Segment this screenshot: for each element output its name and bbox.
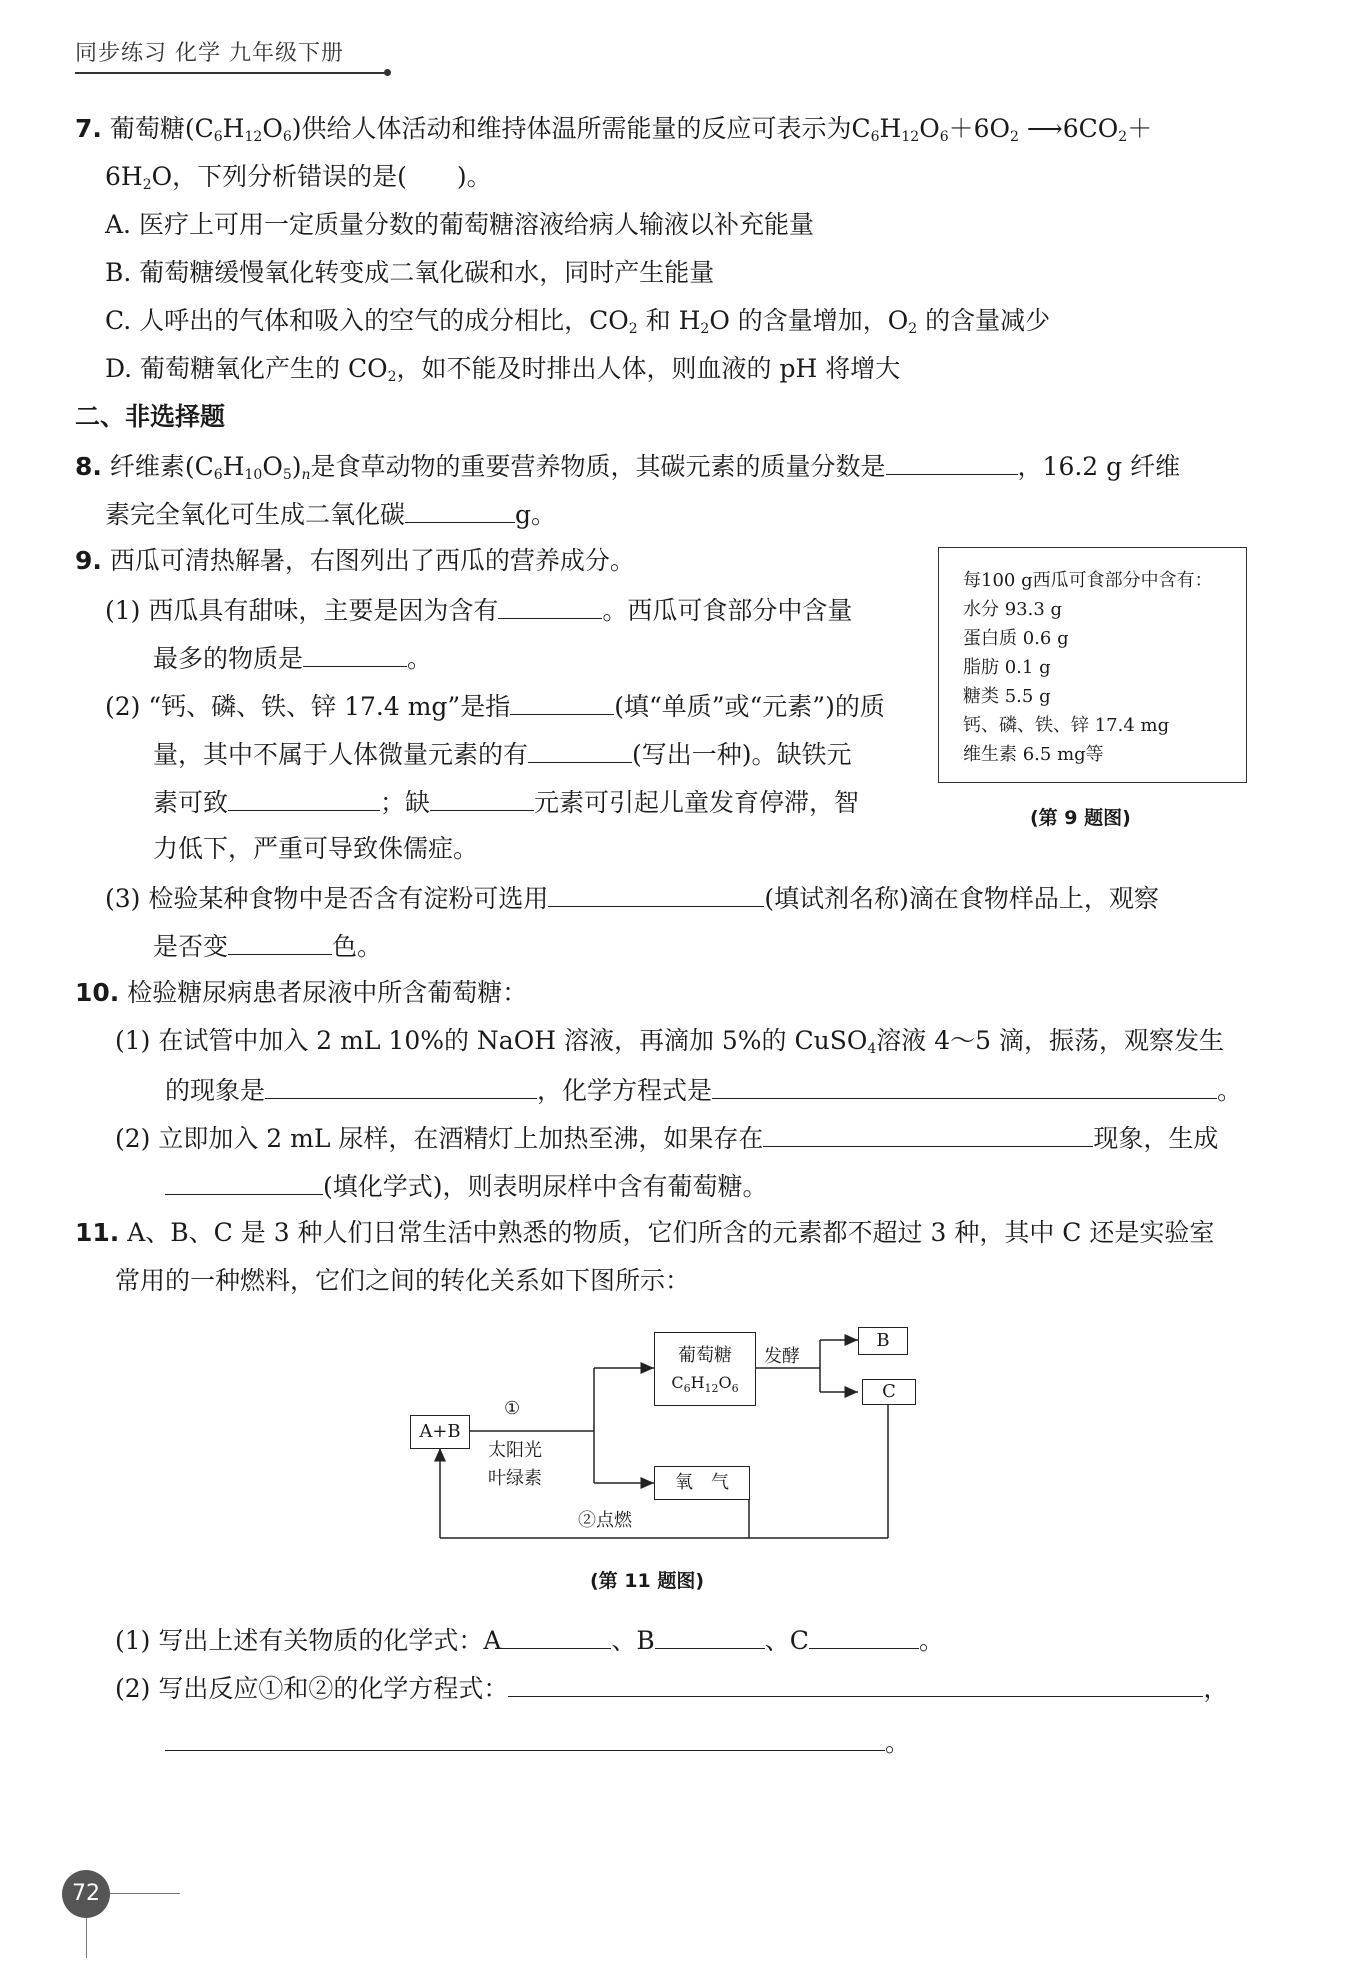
q10-intro [75,976,527,1010]
q10-part2-line1 [115,1120,1218,1156]
q7-option-a: A. 医疗上可用一定质量分数的葡萄糖溶液给病人输液以补充能量 [105,210,814,239]
q8-line2 [105,496,556,532]
subscript: 12 [704,1382,719,1395]
subscript: 6 [213,129,223,145]
text: )供给人体活动和维持体温所需能量的反应可表示为C [291,114,871,143]
q11-line2: 常用的一种燃料，它们之间的转化关系如下图所示： [115,1266,691,1295]
text: 。 [407,644,433,673]
subscript: 6 [282,129,292,145]
nutrition-title: 每100 g西瓜可食部分中含有： [963,570,1213,591]
q9-number: 9. [75,546,102,575]
answer-blank[interactable] [303,640,407,667]
answer-blank[interactable] [886,448,1018,475]
q10-number: 10. [75,978,120,1007]
step-1-label: ① [504,1398,521,1419]
nutrition-row: 维生素 6.5 mg等 [963,744,1104,765]
subscript: n [301,467,311,483]
answer-blank[interactable] [430,784,534,811]
q8-line1 [75,448,1180,492]
nutrition-info-box [938,547,1247,783]
text: 素完全氧化可生成二氧化碳 [105,500,406,529]
node-c: C [862,1379,916,1405]
sunlight-label: 太阳光 [488,1440,542,1461]
subscript: 4 [867,1041,877,1057]
text: (写出一种)。缺铁元 [632,740,852,769]
text: H [222,452,245,481]
text: O 的含量增加，O [709,306,909,335]
answer-blank[interactable] [498,592,602,619]
subscript: 6 [731,1382,739,1395]
node-b: B [858,1327,908,1355]
header-rule-dot [384,69,391,76]
text: 、C [764,1626,809,1655]
nutrition-row: 糖类 5.5 g [963,686,1051,707]
subscript: 2 [1118,129,1128,145]
q9-part1-line2 [153,640,432,676]
subscript: 2 [628,321,638,337]
q9-part3-line2 [153,928,382,964]
answer-blank[interactable] [228,784,380,811]
text: 最多的物质是 [153,644,304,673]
text: (1) 西瓜具有甜味，主要是因为含有 [105,596,499,625]
text: C. 人呼出的气体和吸入的空气的成分相比，CO [105,306,629,335]
q10-part1-line1 [115,1024,1224,1066]
nutrition-row: 钙、磷、铁、锌 17.4 mg [963,715,1170,736]
page-number: 72 [62,1870,110,1918]
q9-part1-line1 [105,592,852,628]
figure-caption-9: (第 9 题图) [1030,807,1131,829]
text: A、B、C 是 3 种人们日常生活中熟悉的物质，它们所含的元素都不超过 3 种，其中 C 还是实验室 [127,1218,1215,1247]
text: 溶液 4～5 滴，振荡，观察发生 [876,1026,1224,1055]
subscript: 10 [244,467,263,483]
answer-blank[interactable] [405,496,515,523]
text: ＋6O [948,114,1011,143]
text: g。 [515,500,557,529]
answer-blank[interactable] [501,1622,611,1649]
nutrition-row: 脂肪 0.1 g [963,657,1051,678]
answer-blank[interactable] [809,1622,919,1649]
page-number-rule [110,1893,180,1894]
text: H [690,1373,705,1392]
subscript: 2 [700,321,710,337]
text: (填“单质”或“元素”)的质 [614,692,885,721]
text: 葡萄糖(C [109,114,214,143]
subscript: 12 [901,129,920,145]
figure-caption-11: (第 11 题图) [590,1570,705,1592]
q8-number: 8. [75,452,102,481]
subscript: 6 [870,129,880,145]
text: O [718,1373,732,1392]
q11-number: 11. [75,1218,120,1247]
text: (2) 立即加入 2 mL 尿样，在酒精灯上加热至沸，如果存在 [115,1124,764,1153]
text: 。 [885,1728,911,1757]
text: 6H [105,162,143,191]
glucose-formula [655,1373,755,1395]
q7-line1 [75,112,1152,154]
text: ，如不能及时排出人体，则血液的 pH 将增大 [396,354,901,383]
q9-part2-line1 [105,688,885,724]
answer-blank[interactable] [548,880,764,907]
q11-part2-line1 [115,1670,1228,1706]
text: ，化学方程式是 [537,1076,713,1105]
answer-blank[interactable] [510,688,614,715]
text: 。西瓜可食部分中含量 [602,596,853,625]
text: ，16.2 g 纤维 [1017,452,1181,481]
q9-intro [75,544,635,578]
q7-line2 [105,160,492,202]
text: 、B [611,1626,655,1655]
text: 是否变 [153,932,229,961]
answer-blank[interactable] [712,1072,1217,1099]
section-heading: 二、非选择题 [75,402,226,431]
text: (2) 写出反应①和②的化学方程式： [115,1674,509,1703]
step-2-label: ②点燃 [578,1510,632,1531]
text: O [262,114,283,143]
page-number-rule-vertical [86,1918,87,1958]
text: (1) 在试管中加入 2 mL 10%的 NaOH 溶液，再滴加 5%的 CuSO [115,1026,868,1055]
subscript: 6 [213,467,223,483]
text: (填试剂名称)滴在食物样品上，观察 [764,884,1159,913]
text: O，下列分析错误的是( )。 [151,162,492,191]
text: 量，其中不属于人体微量元素的有 [153,740,529,769]
conversion-diagram [400,1318,930,1558]
subscript: 12 [244,129,263,145]
node-a-plus-b: A+B [410,1415,470,1449]
text: O [262,452,283,481]
text: ， [1203,1674,1229,1703]
text: ＋ [1127,114,1153,143]
text: H [879,114,902,143]
text: 检验糖尿病患者尿液中所含葡萄糖： [127,978,528,1007]
nutrition-row: 蛋白质 0.6 g [963,628,1069,649]
running-header: 同步练习 化学 九年级下册 [75,41,344,66]
subscript: 2 [1010,129,1019,145]
text: C [671,1373,684,1392]
text: 元素可引起儿童发育停滞，智 [534,788,860,817]
q10-part2-line2 [165,1168,768,1204]
nutrition-row: 水分 93.3 g [963,599,1063,620]
text: O [919,114,940,143]
text: 素可致 [153,788,229,817]
answer-blank[interactable] [655,1622,765,1649]
q7-option-b: B. 葡萄糖缓慢氧化转变成二氧化碳和水，同时产生能量 [105,258,715,287]
text: ⟶6CO [1018,114,1119,143]
glucose-label: 葡萄糖 [678,1345,732,1366]
q9-part2-line3 [153,784,859,820]
header-rule [75,72,387,74]
answer-blank[interactable] [508,1670,1203,1697]
q7-option-c [105,304,1050,346]
q11-line1 [75,1216,1214,1250]
subscript: 6 [683,1382,691,1395]
answer-blank[interactable] [165,1168,323,1195]
answer-blank[interactable] [165,1724,885,1751]
text: (2) “钙、磷、铁、锌 17.4 mg”是指 [105,692,511,721]
node-oxygen: 氧 气 [654,1466,750,1500]
text: 。 [918,1626,944,1655]
subscript: 2 [142,177,152,193]
text: 色。 [332,932,383,961]
q9-part3-line1 [105,880,1159,916]
text: 和 H [637,306,701,335]
subscript: 6 [939,129,949,145]
text: ) [291,452,302,481]
text: 的含量减少 [917,306,1051,335]
text: 是食草动物的重要营养物质，其碳元素的质量分数是 [310,452,886,481]
text: ；缺 [380,788,431,817]
answer-blank[interactable] [763,1120,1093,1147]
ferment-label: 发酵 [764,1346,800,1367]
subscript: 2 [387,369,397,385]
text: 纤维素(C [109,452,214,481]
text: H [222,114,245,143]
node-glucose [654,1332,756,1406]
q7-option-d [105,352,900,394]
q9-part2-line4: 力低下，严重可导致侏儒症。 [153,834,479,863]
answer-blank[interactable] [528,736,632,763]
text: (1) 写出上述有关物质的化学式：A [115,1626,502,1655]
text: 的现象是 [165,1076,266,1105]
q7-number: 7. [75,114,102,143]
text: D. 葡萄糖氧化产生的 CO [105,354,388,383]
q9-part2-line2 [153,736,852,772]
subscript: 2 [908,321,918,337]
answer-blank[interactable] [228,928,332,955]
text: (3) 检验某种食物中是否含有淀粉可选用 [105,884,549,913]
q11-part2-line2 [165,1724,910,1760]
text: (填化学式)，则表明尿样中含有葡萄糖。 [323,1172,768,1201]
text: 西瓜可清热解暑，右图列出了西瓜的营养成分。 [109,546,635,575]
text: 现象，生成 [1093,1124,1219,1153]
text: 。 [1217,1076,1243,1105]
answer-blank[interactable] [265,1072,537,1099]
chlorophyll-label: 叶绿素 [488,1468,542,1489]
q10-part1-line2 [165,1072,1242,1108]
q11-part1 [115,1622,944,1658]
subscript: 5 [282,467,292,483]
